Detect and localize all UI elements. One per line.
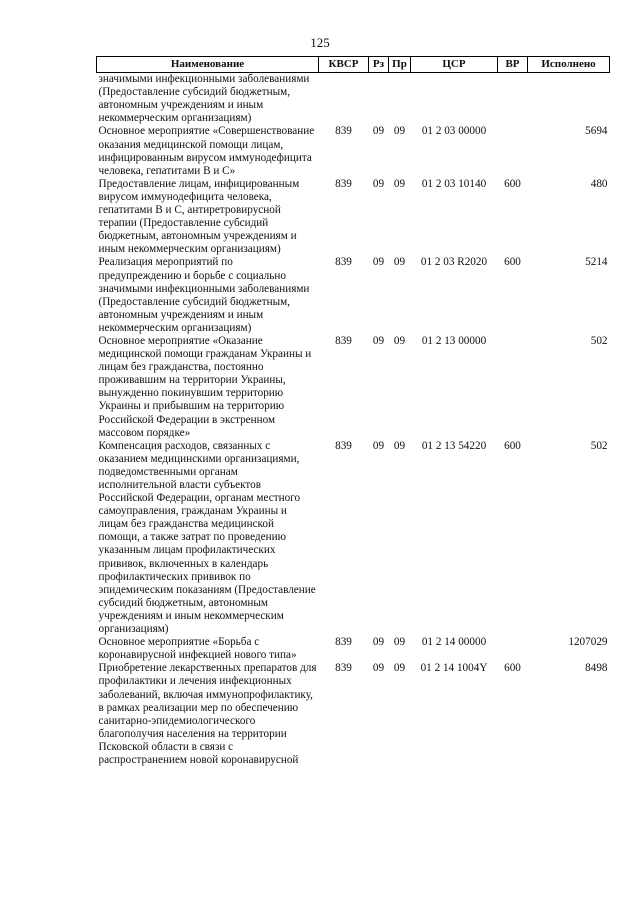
cell-pr: 09	[393, 125, 406, 138]
cell-name: значимыми инфекционными заболеваниями (Предоставление субсидий бюджетным, автономным учреждениям и иным некоммерческим организациям)	[98, 73, 310, 125]
cell-name: Реализация мероприятий по предупреждению и борьбе с социально значимыми инфекционными заболеваниями (Предоставление субсидий бюджетным, автономным учреждениям и иным некоммерческим организациям)	[98, 256, 310, 334]
cell-pr: 09	[393, 662, 406, 675]
cell-rz: 09	[372, 636, 385, 649]
cell-vr: 600	[504, 256, 521, 269]
table-row	[97, 178, 610, 257]
cell-rz: 09	[372, 439, 385, 452]
cell-kvsr: 839	[335, 662, 352, 675]
cell-csr	[411, 73, 498, 126]
cell-vr	[498, 335, 528, 440]
cell-vr: 600	[504, 662, 521, 675]
cell-kvsr: 839	[335, 636, 352, 649]
table-row	[97, 636, 610, 662]
table-row	[97, 335, 610, 440]
cell-csr: 01 2 14 00000	[421, 636, 487, 649]
cell-name: Основное мероприятие «Оказание медицинской помощи гражданам Украины и лицам без гражданства, постоянно проживавшим на территории Украины, вынужденно покинувшим территорию Украины и прибывшим на территорию Российской Федерации в экстренном массовом порядке»	[98, 334, 312, 439]
cell-csr: 01 2 14 1004Y	[420, 662, 488, 675]
cell-name: Основное мероприятие «Совершенствование оказания медицинской помощи лицам, инфицированным вирусом иммунодефицита человека, гепатитами В и С»	[98, 125, 315, 177]
table-row	[97, 440, 610, 636]
cell-csr: 01 2 13 00000	[421, 334, 487, 347]
cell-done: 5214	[585, 256, 608, 269]
table-body	[97, 73, 610, 767]
cell-rz: 09	[372, 125, 385, 138]
cell-vr	[498, 73, 528, 126]
cell-done: 502	[590, 439, 608, 452]
header-kvsr: КВСР	[319, 57, 369, 73]
cell-kvsr: 839	[335, 256, 352, 269]
budget-table	[96, 56, 610, 767]
cell-done: 480	[590, 177, 608, 190]
cell-name: Приобретение лекарственных препаратов для профилактики и лечения инфекционных заболеваний, включая иммунопрофилактику, в рамках реализации мер по обеспечению санитарно-эпидемиологического благополучия населения на территории Псковской области в связи с распространением новой коронавирусной	[98, 662, 317, 766]
cell-rz: 09	[372, 256, 385, 269]
header-done: Исполнено	[528, 57, 610, 73]
table-row	[97, 73, 610, 126]
header-rz: Рз	[369, 57, 389, 73]
cell-vr	[498, 125, 528, 177]
cell-kvsr: 839	[335, 439, 352, 452]
cell-name: Компенсация расходов, связанных с оказанием медицинскими организациями, подведомственными органам исполнительной власти субъектов Российской Федерации, органам местного самоуправления, гражданам Украины и лицам без гражданства медицинской помощи, а также затрат по проведению указанным лицам профилактических прививок, включенных в календарь профилактических прививок по эпидемическим показаниям (Предоставление субсидий бюджетным, автономным учреждениям и иным некоммерческим организациям)	[98, 439, 316, 636]
cell-csr: 01 2 13 54220	[421, 439, 487, 452]
cell-vr: 600	[504, 177, 521, 190]
cell-rz: 09	[372, 177, 385, 190]
cell-name: Основное мероприятие «Борьба с коронавирусной инфекцией нового типа»	[98, 636, 297, 662]
cell-vr: 600	[504, 439, 521, 452]
header-csr: ЦСР	[411, 57, 498, 73]
cell-vr	[498, 636, 528, 662]
header-pr: Пр	[389, 57, 411, 73]
cell-kvsr: 839	[335, 125, 352, 138]
cell-name: Предоставление лицам, инфицированным вирусом иммунодефицита человека, гепатитами В и С, антиретровирусной терапии (Предоставление субсидий бюджетным, автономным учреждениям и иным некоммерческим организациям)	[98, 177, 300, 256]
cell-csr: 01 2 03 R2020	[420, 256, 488, 269]
cell-pr: 09	[393, 256, 406, 269]
cell-pr: 09	[393, 177, 406, 190]
cell-csr: 01 2 03 00000	[421, 125, 487, 138]
page-number: 125	[310, 35, 330, 50]
cell-kvsr: 839	[335, 334, 352, 347]
cell-done	[528, 73, 610, 126]
cell-done: 1207029	[568, 636, 608, 649]
cell-rz: 09	[372, 662, 385, 675]
table-row	[97, 256, 610, 335]
table-row	[97, 125, 610, 177]
cell-kvsr: 839	[335, 177, 352, 190]
cell-done: 8498	[585, 662, 608, 675]
table-header	[97, 57, 610, 73]
cell-pr: 09	[393, 439, 406, 452]
cell-pr: 09	[393, 334, 406, 347]
header-vr: ВР	[498, 57, 528, 73]
cell-csr: 01 2 03 10140	[421, 177, 487, 190]
cell-kvsr	[319, 73, 369, 126]
header-name: Наименование	[97, 57, 319, 73]
cell-done: 502	[590, 334, 608, 347]
cell-pr: 09	[393, 636, 406, 649]
cell-done: 5694	[585, 125, 608, 138]
cell-pr	[389, 73, 411, 126]
cell-rz	[369, 73, 389, 126]
table-row	[97, 662, 610, 767]
cell-rz: 09	[372, 334, 385, 347]
